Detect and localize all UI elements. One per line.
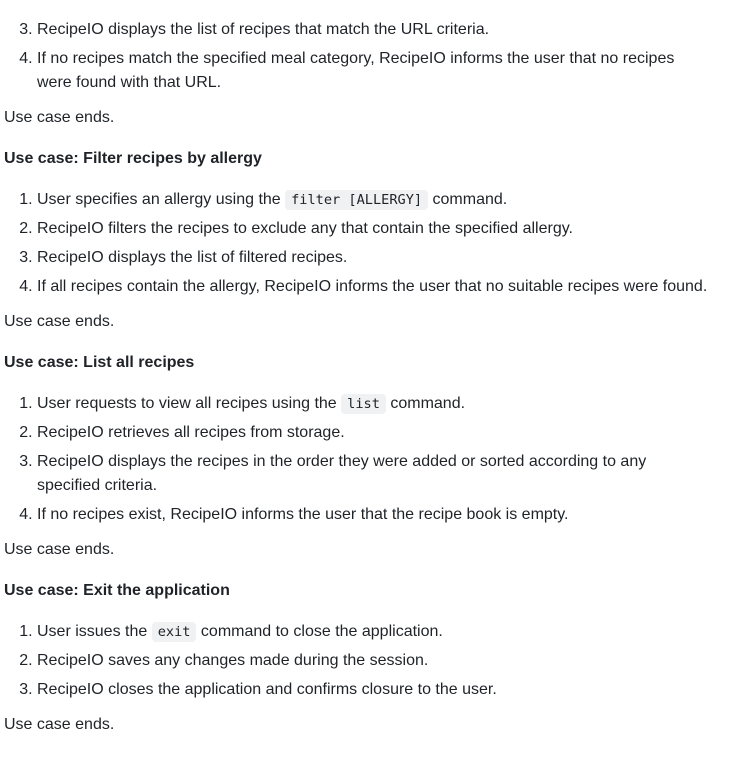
use-case-ends: Use case ends. xyxy=(4,541,115,558)
filter-usecase-steps xyxy=(4,188,710,299)
inline-code: filter [ALLERGY] xyxy=(285,190,428,210)
list-item: 2. RecipeIO retrieves all recipes from storage. xyxy=(37,421,710,445)
list-item xyxy=(37,188,710,212)
list-item: 3. RecipeIO displays the recipes in the order they were added or sorted according to any specified criteria. xyxy=(37,450,710,498)
list-item xyxy=(37,620,710,644)
list-item: 3. RecipeIO closes the application and confirms closure to the user. xyxy=(37,678,710,702)
inline-code: list xyxy=(341,394,386,414)
use-case-ends: Use case ends. xyxy=(4,313,115,330)
use-case-ends: Use case ends. xyxy=(4,109,115,126)
inline-code: exit xyxy=(152,622,197,642)
section-heading: Use case: Exit the application xyxy=(4,582,230,599)
step-text: command. xyxy=(385,395,466,412)
list-item: 2. RecipeIO filters the recipes to exclude any that contain the specified allergy. xyxy=(37,217,710,241)
list-item: 4. If no recipes match the specified meal category, RecipeIO informs the user that no recipes were found with that URL. xyxy=(37,47,710,95)
list-item xyxy=(37,392,710,416)
list-item: 3. RecipeIO displays the list of filtered recipes. xyxy=(37,246,710,270)
step-text: command to close the application. xyxy=(196,623,443,640)
previous-usecase-steps xyxy=(4,18,710,95)
step-text: User issues the xyxy=(37,623,152,640)
step-text: command. xyxy=(428,191,508,208)
use-case-ends: Use case ends. xyxy=(4,716,115,733)
section-heading: Use case: List all recipes xyxy=(4,354,195,371)
exit-usecase-steps xyxy=(4,620,710,702)
list-item: 4. If all recipes contain the allergy, RecipeIO informs the user that no suitable recipes were found. xyxy=(37,275,710,299)
step-text: User specifies an allergy using the xyxy=(37,191,286,208)
list-item: 4. If no recipes exist, RecipeIO informs the user that the recipe book is empty. xyxy=(37,503,710,527)
list-usecase-steps xyxy=(4,392,710,527)
list-item: 3. RecipeIO displays the list of recipes that match the URL criteria. xyxy=(37,18,710,42)
list-item: 2. RecipeIO saves any changes made during the session. xyxy=(37,649,710,673)
section-heading: Use case: Filter recipes by allergy xyxy=(4,150,262,167)
step-text: User requests to view all recipes using the xyxy=(37,395,342,412)
